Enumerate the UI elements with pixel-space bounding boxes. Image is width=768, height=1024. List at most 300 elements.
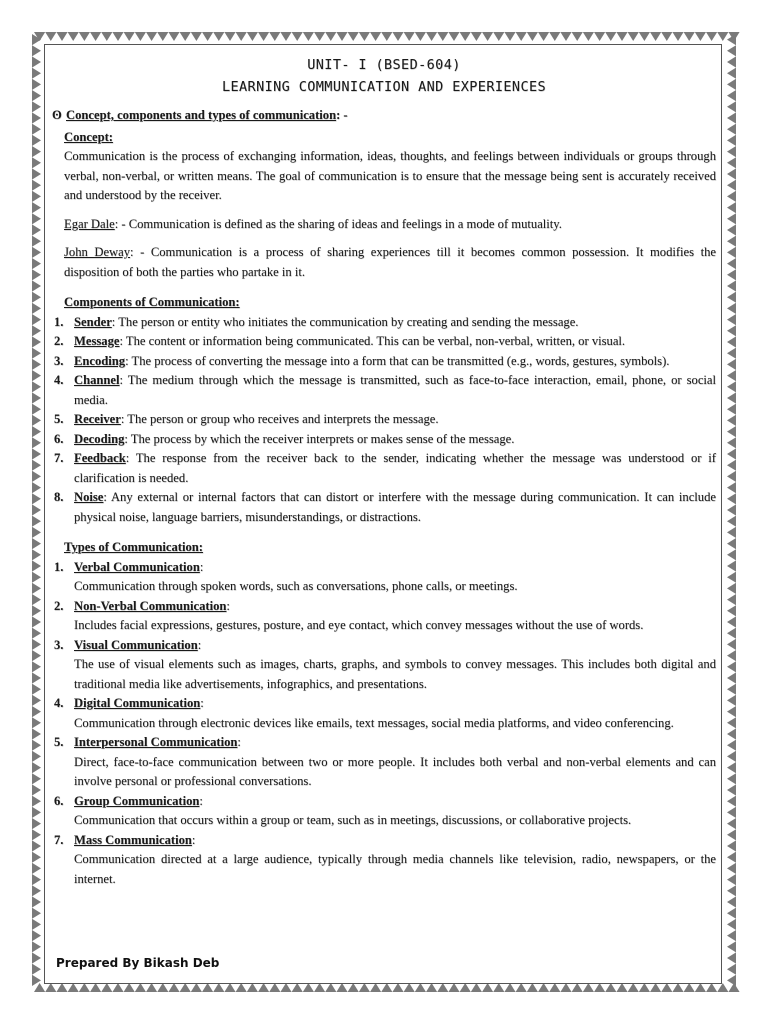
type-description: Communication that occurs within a group or team, such as in meetings, discussions, or collaborative projects. <box>74 813 632 827</box>
border-triangle <box>727 628 736 639</box>
border-triangle <box>32 258 41 269</box>
border-triangle <box>213 32 224 41</box>
border-triangle <box>32 796 41 807</box>
border-triangle <box>727 885 736 896</box>
border-triangle <box>32 930 41 941</box>
border-triangle <box>370 32 381 41</box>
component-item <box>52 430 716 450</box>
border-triangle <box>727 784 736 795</box>
border-triangle <box>32 628 41 639</box>
component-term: Feedback <box>74 451 126 465</box>
border-triangle <box>32 807 41 818</box>
border-triangle <box>560 983 571 992</box>
type-number: 1. <box>54 559 64 574</box>
border-triangle <box>504 983 515 992</box>
border-triangle <box>32 784 41 795</box>
border-triangle <box>727 157 736 168</box>
border-triangle <box>727 728 736 739</box>
border-triangle <box>727 639 736 650</box>
border-triangle <box>717 32 728 41</box>
border-triangle <box>727 56 736 67</box>
border-triangle <box>236 32 247 41</box>
border-triangle <box>727 583 736 594</box>
border-triangle <box>727 426 736 437</box>
section-title: Concept, components and types of communication <box>66 108 337 122</box>
border-triangle <box>727 336 736 347</box>
component-item <box>52 410 716 430</box>
border-triangle <box>661 983 672 992</box>
border-triangle <box>45 32 56 41</box>
border-triangle <box>415 983 426 992</box>
border-triangle <box>68 32 79 41</box>
border-triangle <box>303 32 314 41</box>
component-number: 7. <box>54 451 64 465</box>
border-triangle <box>381 983 392 992</box>
components-heading: Components of Communication: <box>64 295 240 309</box>
component-text: : The content or information being communicated. This can be verbal, non-verbal, written, or visual. <box>119 334 626 348</box>
type-description: The use of visual elements such as images, charts, graphs, and symbols to convey messages. This includes both digital and traditional media like advertisements, infographics, and presentations. <box>74 657 716 691</box>
border-triangle <box>516 983 527 992</box>
border-triangle <box>583 983 594 992</box>
border-triangle <box>32 392 41 403</box>
unit-heading: UNIT- I (BSED-604) <box>307 57 461 73</box>
border-triangle <box>727 661 736 672</box>
type-item <box>52 792 716 831</box>
border-triangle <box>727 516 736 527</box>
type-term: Verbal Communication <box>74 559 200 574</box>
type-colon: : <box>200 696 204 710</box>
border-triangle <box>32 236 41 247</box>
border-triangle <box>32 191 41 202</box>
border-triangle <box>32 516 41 527</box>
border-triangle <box>672 983 683 992</box>
border-triangle <box>32 885 41 896</box>
border-triangle <box>727 460 736 471</box>
border-triangle <box>650 983 661 992</box>
border-triangle <box>180 32 191 41</box>
types-list <box>52 558 716 890</box>
component-number: 1. <box>54 314 64 329</box>
border-triangle <box>32 471 41 482</box>
border-triangle <box>32 896 41 907</box>
border-triangle <box>32 695 41 706</box>
border-triangle <box>727 549 736 560</box>
border-triangle <box>727 112 736 123</box>
border-triangle <box>392 32 403 41</box>
type-term: Group Communication <box>74 793 200 808</box>
border-triangle <box>727 202 736 213</box>
border-triangle <box>460 32 471 41</box>
border-triangle <box>695 983 706 992</box>
border-triangle <box>32 325 41 336</box>
border-triangle <box>448 983 459 992</box>
border-triangle <box>460 983 471 992</box>
border-triangle <box>32 728 41 739</box>
border-triangle <box>727 874 736 885</box>
border-triangle <box>727 135 736 146</box>
border-triangle <box>727 292 736 303</box>
border-triangle <box>727 90 736 101</box>
component-number: 6. <box>54 431 64 446</box>
border-triangle <box>32 180 41 191</box>
border-triangle <box>727 930 736 941</box>
border-triangle <box>101 32 112 41</box>
border-triangle <box>224 32 235 41</box>
border-triangle <box>32 426 41 437</box>
border-triangle <box>32 303 41 314</box>
component-term: Receiver <box>74 412 121 426</box>
border-triangle <box>32 919 41 930</box>
border-triangle <box>727 191 736 202</box>
border-triangle <box>471 32 482 41</box>
border-triangle <box>32 124 41 135</box>
border-triangle <box>727 919 736 930</box>
type-description: Communication through electronic devices like emails, text messages, social media platforms, and video conferencing. <box>74 715 674 730</box>
border-triangle <box>727 773 736 784</box>
border-triangle <box>717 983 728 992</box>
types-heading: Types of Communication: <box>64 540 203 554</box>
component-text: : The medium through which the message is transmitted, such as face-to-face interaction, email, phone, or social media. <box>74 373 716 407</box>
border-triangle <box>727 807 736 818</box>
border-triangle <box>727 180 736 191</box>
type-description: Communication directed at a large audience, typically through media channels like television, radio, newspapers, or the internet. <box>74 852 716 886</box>
border-triangle <box>146 983 157 992</box>
border-triangle <box>32 437 41 448</box>
border-triangle <box>124 983 135 992</box>
border-triangle <box>727 146 736 157</box>
border-triangle <box>392 983 403 992</box>
border-triangle <box>727 527 736 538</box>
border-triangle <box>727 124 736 135</box>
border-triangle <box>32 135 41 146</box>
type-item <box>52 597 716 636</box>
border-triangle <box>32 280 41 291</box>
border-triangle <box>314 32 325 41</box>
border-triangle <box>213 983 224 992</box>
border-triangle <box>437 983 448 992</box>
border-triangle <box>359 983 370 992</box>
border-triangle <box>727 213 736 224</box>
border-triangle <box>583 32 594 41</box>
border-triangle <box>303 983 314 992</box>
border-triangle <box>605 983 616 992</box>
border-triangle <box>727 594 736 605</box>
border-triangle <box>727 381 736 392</box>
border-triangle <box>32 482 41 493</box>
border-triangle <box>32 359 41 370</box>
border-triangle <box>32 560 41 571</box>
border-triangle <box>157 983 168 992</box>
border-triangle <box>32 706 41 717</box>
type-item <box>52 558 716 597</box>
component-text: : The process by which the receiver interprets or makes sense of the message. <box>124 431 515 446</box>
border-triangle <box>32 381 41 392</box>
border-triangle <box>404 983 415 992</box>
border-triangle <box>236 983 247 992</box>
type-number: 7. <box>54 832 64 847</box>
border-triangle <box>727 392 736 403</box>
border-triangle <box>727 751 736 762</box>
border-triangle <box>280 32 291 41</box>
border-triangle <box>594 32 605 41</box>
border-triangle <box>32 964 41 975</box>
border-triangle <box>32 224 41 235</box>
component-term: Channel <box>74 373 120 387</box>
border-triangle <box>191 983 202 992</box>
border-triangle <box>32 493 41 504</box>
border-triangle <box>727 45 736 56</box>
border-triangle <box>32 829 41 840</box>
border-triangle <box>516 32 527 41</box>
border-triangle <box>32 538 41 549</box>
border-triangle <box>224 983 235 992</box>
border-triangle <box>32 572 41 583</box>
border-triangle <box>348 32 359 41</box>
border-triangle <box>32 952 41 963</box>
border-triangle <box>258 32 269 41</box>
component-term: Noise <box>74 490 104 504</box>
type-colon: : <box>237 735 241 749</box>
border-triangle <box>90 32 101 41</box>
border-triangle <box>32 684 41 695</box>
border-triangle <box>34 983 45 992</box>
type-colon: : <box>197 637 202 652</box>
border-triangle <box>32 370 41 381</box>
border-triangle <box>727 247 736 258</box>
border-triangle <box>32 168 41 179</box>
egar-dale-definition <box>52 215 716 235</box>
border-triangle <box>727 560 736 571</box>
type-colon: : <box>191 832 196 847</box>
border-triangle <box>727 952 736 963</box>
john-deway-name: John Deway <box>64 245 131 259</box>
border-triangle <box>616 32 627 41</box>
type-number: 2. <box>54 598 64 613</box>
border-triangle <box>616 983 627 992</box>
border-triangle <box>247 983 258 992</box>
border-triangle <box>32 863 41 874</box>
border-triangle <box>32 404 41 415</box>
type-term: Interpersonal Communication <box>74 735 238 749</box>
component-number: 3. <box>54 353 64 368</box>
border-triangle <box>628 32 639 41</box>
border-triangle <box>727 616 736 627</box>
border-triangle <box>336 32 347 41</box>
border-triangle <box>605 32 616 41</box>
chapter-title: LEARNING COMMUNICATION AND EXPERIENCES <box>221 79 547 95</box>
border-triangle <box>448 32 459 41</box>
component-item <box>52 332 716 352</box>
component-text: : The person or group who receives and interprets the message. <box>120 412 439 426</box>
border-triangle <box>32 202 41 213</box>
border-triangle <box>32 269 41 280</box>
border-triangle <box>32 751 41 762</box>
border-triangle <box>269 983 280 992</box>
prepared-by-footer: Prepared By Bikash Deb <box>56 956 220 970</box>
border-triangle <box>706 983 717 992</box>
border-triangle <box>639 983 650 992</box>
border-triangle <box>32 605 41 616</box>
component-text: : The response from the receiver back to the sender, indicating whether the message was understood or if clarification is needed. <box>74 451 716 485</box>
border-triangle <box>727 762 736 773</box>
border-triangle <box>32 336 41 347</box>
border-triangle <box>727 482 736 493</box>
type-number: 4. <box>54 696 64 710</box>
border-triangle <box>727 908 736 919</box>
border-triangle <box>32 639 41 650</box>
type-item <box>52 831 716 890</box>
border-triangle <box>727 325 736 336</box>
border-triangle <box>504 32 515 41</box>
border-triangle <box>258 983 269 992</box>
concept-heading: Concept: <box>64 129 113 144</box>
component-item <box>52 371 716 410</box>
component-text: : The person or entity who initiates the communication by creating and sending the message. <box>111 314 579 329</box>
border-triangle <box>56 32 67 41</box>
component-term: Message <box>74 334 120 348</box>
john-deway-definition <box>52 243 716 282</box>
border-triangle <box>727 258 736 269</box>
border-triangle <box>560 32 571 41</box>
type-colon: : <box>199 793 203 808</box>
border-triangle <box>32 45 41 56</box>
border-triangle <box>727 471 736 482</box>
border-triangle <box>32 79 41 90</box>
border-triangle <box>549 983 560 992</box>
border-triangle <box>727 829 736 840</box>
border-triangle <box>292 983 303 992</box>
border-triangle <box>727 605 736 616</box>
border-triangle <box>727 269 736 280</box>
border-triangle <box>32 852 41 863</box>
border-triangle <box>101 983 112 992</box>
border-triangle <box>727 280 736 291</box>
john-deway-text: : - Communication is a process of sharing experiences till it becomes common possession. It modifies the disposition of both the parties who partake in it. <box>64 245 717 279</box>
border-triangle <box>727 101 736 112</box>
document-body <box>52 52 716 889</box>
border-triangle <box>32 146 41 157</box>
border-triangle <box>112 32 123 41</box>
border-triangle <box>684 32 695 41</box>
type-term: Mass Communication <box>74 832 192 847</box>
border-triangle <box>628 983 639 992</box>
border-triangle <box>32 213 41 224</box>
component-text: : Any external or internal factors that can distort or interfere with the message during communication. It can include physical noise, language barriers, misunderstandings, or distractions. <box>74 490 716 524</box>
border-triangle <box>370 983 381 992</box>
border-triangle <box>538 983 549 992</box>
border-triangle <box>415 32 426 41</box>
border-triangle <box>695 32 706 41</box>
component-term: Sender <box>74 314 112 329</box>
border-triangle <box>727 415 736 426</box>
border-triangle <box>727 740 736 751</box>
border-triangle <box>672 32 683 41</box>
border-triangle <box>482 983 493 992</box>
border-triangle <box>336 983 347 992</box>
border-triangle <box>572 983 583 992</box>
border-triangle <box>32 101 41 112</box>
border-triangle <box>727 941 736 952</box>
border-triangle <box>727 370 736 381</box>
border-triangle <box>202 983 213 992</box>
border-triangle <box>727 236 736 247</box>
component-item <box>52 352 716 372</box>
border-triangle <box>727 796 736 807</box>
border-triangle <box>135 32 146 41</box>
border-triangle <box>32 908 41 919</box>
border-triangle <box>314 983 325 992</box>
type-description: Direct, face-to-face communication between two or more people. It includes both verbal and non-verbal elements and can involve personal or professional conversations. <box>74 754 716 788</box>
border-triangle <box>32 650 41 661</box>
border-triangle <box>727 168 736 179</box>
border-triangle <box>639 32 650 41</box>
border-triangle <box>727 706 736 717</box>
component-term: Decoding <box>74 431 125 446</box>
border-triangle <box>32 594 41 605</box>
border-triangle <box>32 840 41 851</box>
border-triangle <box>727 359 736 370</box>
border-triangle <box>68 983 79 992</box>
border-triangle <box>32 90 41 101</box>
border-triangle <box>527 983 538 992</box>
border-triangle <box>727 303 736 314</box>
border-triangle <box>727 840 736 851</box>
border-triangle <box>32 415 41 426</box>
border-triangle <box>727 437 736 448</box>
border-triangle <box>32 740 41 751</box>
border-triangle <box>650 32 661 41</box>
border-triangle <box>437 32 448 41</box>
border-triangle <box>549 32 560 41</box>
component-item <box>52 313 716 333</box>
border-triangle <box>727 404 736 415</box>
concept-paragraph: Communication is the process of exchanging information, ideas, thoughts, and feelings between individuals or groups through verbal, non-verbal, or written means. The goal of communication is to ensure that the message being sent is accurately received and understood by the receiver. <box>64 149 716 202</box>
border-triangle <box>79 32 90 41</box>
border-triangle <box>727 504 736 515</box>
border-triangle <box>727 68 736 79</box>
border-triangle <box>727 717 736 728</box>
border-triangle <box>32 672 41 683</box>
border-triangle <box>727 348 736 359</box>
border-triangle <box>727 314 736 325</box>
border-triangle <box>381 32 392 41</box>
border-triangle <box>727 852 736 863</box>
type-colon: : <box>199 559 204 574</box>
type-item <box>52 733 716 792</box>
section-bullet-icon: ʘ <box>52 108 62 122</box>
type-description: Communication through spoken words, such as conversations, phone calls, or meetings. <box>74 579 518 593</box>
border-triangle <box>45 983 56 992</box>
border-triangle <box>727 538 736 549</box>
border-triangle <box>32 348 41 359</box>
border-triangle <box>168 32 179 41</box>
border-triangle <box>269 32 280 41</box>
border-triangle <box>727 964 736 975</box>
type-description: Includes facial expressions, gestures, posture, and eye contact, which convey messages without the use of words. <box>74 618 644 632</box>
component-number: 4. <box>54 373 64 387</box>
border-triangle <box>32 247 41 258</box>
border-triangle <box>180 983 191 992</box>
border-triangle <box>32 549 41 560</box>
component-number: 5. <box>54 412 64 426</box>
type-term: Digital Communication <box>74 696 201 710</box>
border-triangle <box>727 650 736 661</box>
border-triangle <box>32 583 41 594</box>
border-triangle <box>32 717 41 728</box>
section-title-suffix: : - <box>336 108 348 122</box>
component-item <box>52 488 716 527</box>
border-triangle <box>32 448 41 459</box>
